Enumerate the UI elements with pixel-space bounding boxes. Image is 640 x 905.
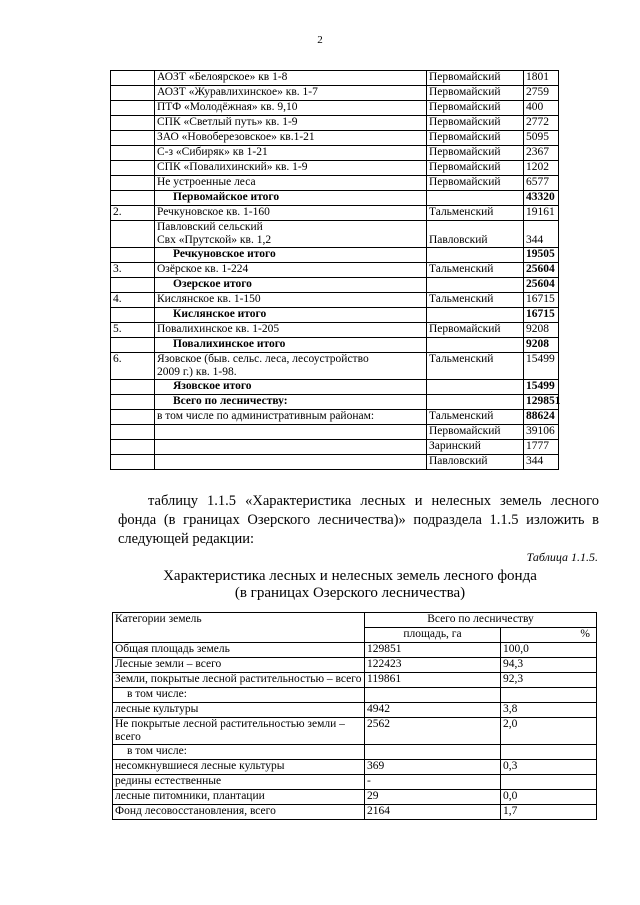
table-cell-name [155,380,427,395]
table-cell-name [155,278,427,293]
table-row [113,703,597,718]
table-cell-name [155,71,427,86]
table-cell-name [155,425,427,440]
table-cell-area [524,323,559,338]
table-cell-category: лесные культуры [113,703,365,718]
table-cell-name [155,323,427,338]
row-name: СПК «Светлый путь» кв. 1-9 [157,116,298,128]
table-row [113,760,597,775]
row-district: Первомайский [429,425,501,437]
table-cell-area: 369 [365,760,501,775]
table-cell-area [524,176,559,191]
table-cell-num [111,410,155,425]
row-name: ПТФ «Молодёжная» кв. 9,10 [157,101,298,113]
table-cell-name [155,308,427,323]
table-row [111,323,559,338]
table-row [111,161,559,176]
row-area: 2759 [526,86,549,98]
table-row [113,643,597,658]
table-cell-area [524,116,559,131]
table-cell-category: несомкнувшиеся лесные культуры [113,760,365,775]
row-name: Повалихинское кв. 1-205 [157,323,280,335]
table-cell-pct [501,745,597,760]
table-cell-name [155,293,427,308]
table-row [111,248,559,263]
row-number: 2. [113,206,122,218]
header-total: Всего по лесничеству [365,613,597,628]
row-name: Речкуновское кв. 1-160 [157,206,270,218]
table-row [111,116,559,131]
table-cell-num [111,425,155,440]
header-area: площадь, га [365,628,501,643]
table-cell-area [365,688,501,703]
table-cell-num [111,206,155,221]
table-cell-pct: 94,3 [501,658,597,673]
row-number: 6. [113,353,122,365]
row-district: Тальменский [429,206,494,218]
table-cell-district [427,353,524,380]
table-cell-pct: 2,0 [501,718,597,745]
table-row [111,410,559,425]
table-cell-num [111,455,155,470]
table-cell-area [524,293,559,308]
table-cell-area [524,191,559,206]
table-row [111,425,559,440]
row-number: 3. [113,263,122,275]
table-cell-area: 122423 [365,658,501,673]
table-cell-area [524,353,559,380]
row-area: 129851 [526,395,561,407]
row-area: 19505 [526,248,555,260]
row-district: Первомайский [429,176,501,188]
row-name: Речкуновское итого [173,248,276,260]
table-cell-name [155,263,427,278]
table-cell-area [524,221,559,248]
table-cell-district [427,293,524,308]
table-cell-num [111,338,155,353]
table-cell-num [111,146,155,161]
row-name: Всего по лесничеству: [173,395,288,407]
table-cell-district [427,380,524,395]
table-cell-district [427,206,524,221]
table-cell-name [155,101,427,116]
table-cell-category: лесные питомники, плантации [113,790,365,805]
table-cell-district [427,395,524,410]
table-cell-area [524,308,559,323]
row-district: Павловский [429,455,488,467]
row-name-line-2: 2009 г.) кв. 1-98. [157,366,237,378]
table-cell-district [427,86,524,101]
table-cell-name [155,410,427,425]
row-district: Тальменский [429,410,494,422]
table-cell-num [111,440,155,455]
table-row [111,395,559,410]
row-name: Озерское итого [173,278,252,290]
row-area: 16715 [526,308,555,320]
table-cell-name [155,440,427,455]
table-row [111,293,559,308]
row-district: Первомайский [429,146,501,158]
table-cell-district [427,278,524,293]
table-cell-category: в том числе: [113,745,365,760]
table-cell-category: Не покрытые лесной растительностью земли – всего [113,718,365,745]
table-cell-area [524,395,559,410]
table-cell-district [427,440,524,455]
row-number: 5. [113,323,122,335]
row-area: 1202 [526,161,549,173]
table-cell-pct: 3,8 [501,703,597,718]
table-cell-district [427,248,524,263]
table-cell-area [524,131,559,146]
table-cell-name [155,176,427,191]
table-cell-num [111,278,155,293]
table-row [111,278,559,293]
row-name: Кислянское итого [173,308,267,320]
table-cell-district [427,425,524,440]
row-district: Тальменский [429,293,494,305]
row-name: С-з «Сибиряк» кв 1-21 [157,146,268,158]
table-cell-district [427,131,524,146]
table-cell-area [524,161,559,176]
table-cell-area: 2164 [365,805,501,820]
table-row [111,353,559,380]
row-area: 6577 [526,176,549,188]
table-cell-name [155,338,427,353]
table-cell-district [427,101,524,116]
row-area: 9208 [526,323,549,335]
row-name: Повалихинское итого [173,338,286,350]
row-area: 400 [526,101,544,113]
table-row [111,71,559,86]
table-cell-area [524,278,559,293]
table-cell-name [155,395,427,410]
table-row [113,745,597,760]
table-cell-district [427,176,524,191]
table-cell-pct: 0,3 [501,760,597,775]
table-cell-district [427,263,524,278]
row-area: 5095 [526,131,549,143]
row-district: Тальменский [429,353,494,365]
table-cell-name [155,353,427,380]
table-cell-area [524,101,559,116]
table-cell-num [111,161,155,176]
table-row [111,191,559,206]
table-cell-area [365,745,501,760]
table-header-row [113,613,597,628]
table-cell-area: 119861 [365,673,501,688]
table-cell-num [111,101,155,116]
row-area: 19161 [526,206,555,218]
row-area: 1777 [526,440,549,452]
row-name: Озёрское кв. 1-224 [157,263,249,275]
row-area: 2772 [526,116,549,128]
table-cell-district [427,146,524,161]
table-cell-area [524,86,559,101]
table-cell-area [524,440,559,455]
row-district: Первомайский [429,71,501,83]
table-cell-district [427,221,524,248]
table-cell-pct: 100,0 [501,643,597,658]
table-cell-area [524,425,559,440]
row-area: 25604 [526,263,555,275]
forestry-districts-table [110,70,559,470]
table-row [111,440,559,455]
row-name: Кислянское кв. 1-150 [157,293,261,305]
land-characteristics-table [112,612,597,820]
table-row [111,146,559,161]
table-cell-district [427,323,524,338]
table-cell-num [111,191,155,206]
row-area: 2367 [526,146,549,158]
table-cell-name [155,455,427,470]
row-district: Первомайский [429,323,501,335]
table-cell-area [524,263,559,278]
row-area: 1801 [526,71,549,83]
row-district: Первомайский [429,116,501,128]
table-cell-name [155,248,427,263]
table-cell-num [111,221,155,248]
table-cell-num [111,86,155,101]
table-row [111,455,559,470]
table-row [113,688,597,703]
row-name: в том числе по административным районам: [157,410,375,422]
table-row [111,131,559,146]
page-number: 2 [317,34,323,46]
table-cell-pct: 92,3 [501,673,597,688]
table-label: Таблица 1.1.5. [526,550,598,564]
table-cell-area: 129851 [365,643,501,658]
table-row [111,206,559,221]
table-row [113,718,597,745]
table-cell-num [111,293,155,308]
amendment-text: таблицу 1.1.5 «Характеристика лесных и нелесных земель лесного фонда (в границах Озерского лесничества)» подраздела 1.1.5 изложить в следующей редакции: [118,493,599,547]
row-district: Первомайский [429,101,501,113]
table-cell-area [524,338,559,353]
row-name: Язовское (быв. сельс. леса, лесоустройство [157,353,369,365]
table-row [111,263,559,278]
table-cell-pct: 0,0 [501,790,597,805]
table-cell-district [427,410,524,425]
table-cell-name [155,161,427,176]
table-cell-district [427,338,524,353]
row-name: АОЗТ «Белоярское» кв 1-8 [157,71,288,83]
table-cell-num [111,176,155,191]
table-cell-area [524,146,559,161]
table-cell-area: 4942 [365,703,501,718]
amendment-paragraph [118,492,599,549]
row-district: Первомайский [429,86,501,98]
row-name: ЗАО «Новоберезовское» кв.1-21 [157,131,315,143]
row-name: Язовское итого [173,380,252,392]
table-cell-name [155,191,427,206]
table-row [113,790,597,805]
table-cell-area [524,71,559,86]
table-cell-num [111,395,155,410]
row-area: 88624 [526,410,555,422]
row-area: 9208 [526,338,549,350]
row-name: Не устроенные леса [157,176,256,188]
row-name: Первомайское итого [173,191,280,203]
table-cell-name [155,86,427,101]
table-cell-area [524,410,559,425]
table-row [113,775,597,790]
table-cell-district [427,455,524,470]
table-cell-district [427,308,524,323]
table-cell-area [524,380,559,395]
table-cell-num [111,263,155,278]
row-number: 4. [113,293,122,305]
table-row [111,380,559,395]
table-cell-name [155,146,427,161]
table-cell-num [111,248,155,263]
row-name: СПК «Повалихинский» кв. 1-9 [157,161,308,173]
table-cell-num [111,131,155,146]
table-cell-category: редины естественные [113,775,365,790]
table-cell-area: - [365,775,501,790]
table-cell-name [155,221,427,248]
table-cell-area [524,455,559,470]
row-area: 15499 [526,380,555,392]
row-district: Первомайский [429,131,501,143]
table-cell-category: Фонд лесовосстановления, всего [113,805,365,820]
row-area: 25604 [526,278,555,290]
header-categories: Категории земель [113,613,365,643]
table-row [111,308,559,323]
table-cell-name [155,116,427,131]
table-cell-area: 2562 [365,718,501,745]
row-area: 344 [526,234,544,246]
table-row [113,805,597,820]
table-cell-name [155,131,427,146]
table-row [113,673,597,688]
table-cell-num [111,308,155,323]
table-cell-num [111,71,155,86]
table-row [111,221,559,248]
table-row [111,176,559,191]
row-district: Павловский [429,234,488,246]
table-title-line-1: Характеристика лесных и нелесных земель лесного фонда [163,568,537,584]
row-district: Тальменский [429,263,494,275]
table-cell-district [427,161,524,176]
table-cell-area: 29 [365,790,501,805]
table-cell-category: Лесные земли – всего [113,658,365,673]
table-cell-district [427,191,524,206]
table-row [113,658,597,673]
table-title-line-2: (в границах Озерского лесничества) [234,585,466,601]
row-area: 39106 [526,425,555,437]
table-row [111,338,559,353]
row-area: 344 [526,455,544,467]
table-row [111,101,559,116]
table-cell-district [427,116,524,131]
table-cell-pct [501,688,597,703]
table-cell-category: Земли, покрытые лесной растительностью – всего [113,673,365,688]
table-row [111,86,559,101]
table-cell-area [524,206,559,221]
row-district: Первомайский [429,161,501,173]
table-cell-pct: 1,7 [501,805,597,820]
row-area: 15499 [526,353,555,365]
table-cell-category: Общая площадь земель [113,643,365,658]
row-area: 43320 [526,191,555,203]
table-cell-district [427,71,524,86]
table-cell-pct [501,775,597,790]
row-district: Заринский [429,440,481,452]
row-name: Павловский сельский [157,221,263,233]
table-cell-num [111,353,155,380]
table-cell-name [155,206,427,221]
table-cell-area [524,248,559,263]
table-cell-num [111,323,155,338]
table-cell-category: в том числе: [113,688,365,703]
table-cell-num [111,380,155,395]
table-cell-num [111,116,155,131]
row-name-line-2: Свх «Прутской» кв. 1,2 [157,234,272,246]
row-area: 16715 [526,293,555,305]
row-name: АОЗТ «Журавлихинское» кв. 1-7 [157,86,318,98]
header-pct: % [501,628,597,643]
